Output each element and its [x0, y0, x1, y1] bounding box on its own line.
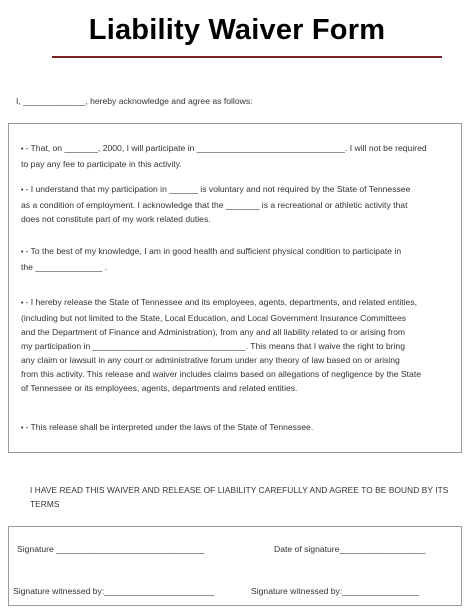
clause-voluntary [21, 182, 463, 226]
clause-line: - To the best of my knowledge, I am in good health and sufficient physical condition to participate in [25, 246, 402, 256]
clause-line: my participation in ________________________________. This means that I waive the right to bring [21, 341, 405, 351]
clause-line: - That, on _______, 2000, I will participate in _______________________________. I will not be required [25, 143, 427, 153]
second-witness-signature-field[interactable]: Signature witnessed by:________________ [251, 586, 419, 596]
clause-participation [21, 141, 463, 171]
acknowledgement-line: I HAVE READ THIS WAIVER AND RELEASE OF LIABILITY CAREFULLY AND AGREE TO BE BOUND BY ITS [30, 485, 449, 495]
intro-statement: I, _____________, hereby acknowledge and agree as follows: [16, 96, 253, 106]
clause-release [21, 295, 463, 395]
clause-line: of Tennessee or its employees, agents, departments and related entities. [21, 383, 298, 393]
clause-governing-law [21, 420, 463, 436]
title-underline [52, 56, 442, 58]
clause-line: (including but not limited to the State, Local Education, and Local Government Insurance Committees [21, 313, 407, 323]
form-title: Liability Waiver Form [88, 14, 386, 46]
clause-line: - This release shall be interpreted under the laws of the State of Tennessee. [25, 422, 314, 432]
clause-line: and the Department of Finance and Administration), from any and all liability related to or arising from [21, 327, 406, 337]
clause-line: any claim or lawsuit in any court or administrative forum under any theory of law based on or arising [21, 355, 400, 365]
bullet-icon: • [21, 300, 24, 307]
bullet-icon: • [21, 425, 24, 432]
bullet-icon: • [21, 249, 24, 256]
clause-line: - I understand that my participation in ______ is voluntary and not required by the State of Tennessee [25, 184, 411, 194]
clause-line: as a condition of employment. I acknowledge that the _______ is a recreational or athletic activity that [21, 200, 408, 210]
acknowledgement-statement [30, 483, 450, 511]
signature-box [8, 526, 462, 606]
date-of-signature-field[interactable]: Date of signature__________________ [274, 544, 426, 554]
clause-health [21, 244, 463, 274]
witness-signature-field[interactable]: Signature witnessed by:_______________________ [13, 586, 215, 596]
acknowledgement-line: TERMS [30, 499, 60, 509]
signature-field[interactable]: Signature _______________________________ [17, 544, 205, 554]
clause-line: the ______________ . [21, 262, 108, 272]
clause-line: - I hereby release the State of Tennessee and its employees, agents, departments, and related entities, [25, 297, 418, 307]
clause-line: to pay any fee to participate in this activity. [21, 159, 182, 169]
clauses-box [8, 123, 462, 453]
clause-line: from this activity. This release and waiver includes claims based on allegations of negligence by the State [21, 369, 421, 379]
bullet-icon: • [21, 187, 24, 194]
clause-line: does not constitute part of my work related duties. [21, 214, 211, 224]
bullet-icon: • [21, 146, 24, 153]
